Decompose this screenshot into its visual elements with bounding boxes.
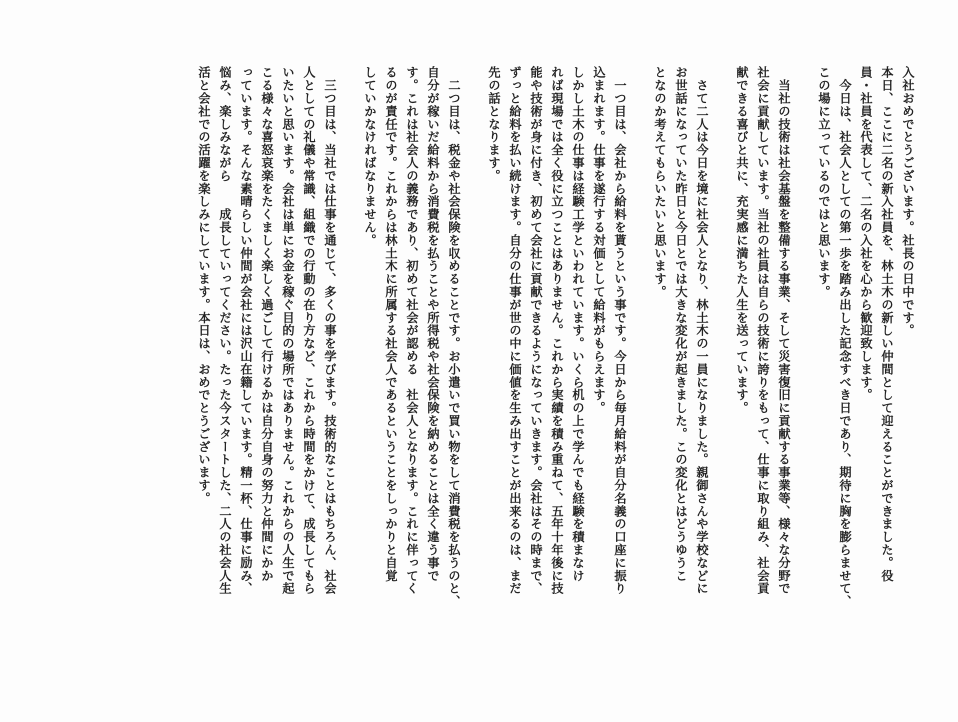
text-line: 込まれます。仕事を遂行する対価として給料がもらえます。 (592, 66, 606, 415)
text-line: しかし土木の仕事は経験工学といわれています。いくら机の上で学んでも経験を積まなけ (571, 66, 585, 582)
text-line: こる様々な喜怒哀楽をたくましく楽しく過ごして行けるかは自分自身の努力と仲間にかか (260, 66, 274, 582)
text-line: れば現場では全く役に立つことはありません。これから実績を積み重ねて、五年十年後に技 (550, 66, 564, 595)
text-line: 三つ目は、当社では仕事を通じて、多くの事を学びます。技術的なことはもちろん、社会 (323, 66, 337, 595)
text-line: 活と会社での活躍を楽しみにしています。本日は、おめでとうございます。 (197, 66, 211, 505)
text-line: 能や技術が身に付き、初めて会社に貢献できるようになっていきます。会社はその時まで、 (529, 66, 543, 595)
text-line: 献できる喜びと共に、充実感に満ちた人生を送っています。 (735, 66, 749, 415)
text-line: 先の話となります。 (487, 66, 501, 183)
text-line: す。これは社会人の義務であり、初めて社会が認める 社会人となります。これに伴ってく (405, 66, 419, 595)
paragraph-greeting (813, 66, 918, 626)
text-line: 自分が稼いだ給料から消費税を払うことや所得税や社会保険を納めることは全く違う事で (426, 66, 440, 582)
text-line: 入社おめでとうございます。社長の日中です。 (901, 66, 915, 337)
text-line: となのか考えてもらいたいと思います。 (653, 66, 667, 299)
paragraph-second-point (359, 66, 464, 626)
text-line: していかなければなりません。 (363, 66, 377, 247)
paragraph-third-point (193, 66, 340, 626)
text-line: るのが責任です。これからは林土木に所属する社会人であるということをしっかりと自覚 (384, 66, 398, 582)
speech-text (193, 66, 918, 626)
text-line: いたいと思います。会社は単にお金を稼ぐ目的の場所ではありません。これからの人生で起 (281, 66, 295, 595)
text-line: 今日は、社会人としての第一歩を踏み出した記念すべき日であり、期待に胸を膨らませて、 (838, 66, 852, 608)
paragraph-first-point (483, 66, 630, 626)
text-line: 当社の技術は社会基盤を整備する事業、そして災害復旧に貢献する事業等、様々な分野で (777, 66, 791, 595)
text-line: さて二人は今日を境に社会人となり、林土木の一員になりました。親御さんや学校などに (695, 66, 709, 595)
text-line: この場に立っているのではと思います。 (817, 66, 831, 299)
text-line: 本日、ここに二名の新入社員を、林土木の新しい仲間として迎えることができました。役 (880, 66, 894, 582)
text-line: お世話になっていた昨日と今日とでは大きな変化が起きました。この変化とはどうゆうこ (674, 66, 688, 582)
text-line: 人としての礼儀や常識、組織での行動の在り方など、これから時間をかけて、成長してもら (302, 66, 316, 595)
text-line: 社会に貢献しています。当社の社員は自らの技術に誇りをもって、仕事に取り組み、社会貢 (756, 66, 770, 595)
text-line: 二つ目は、税金や社会保険を収めることです。お小遣いで買い物をして消費税を払うのと、 (447, 66, 461, 608)
text-line: 悩み、楽しみながら 成長していってください。たった今スタートした、二人の社会人生 (218, 66, 232, 595)
paragraph-change (649, 66, 712, 626)
text-line: っています。そんな素晴らしい仲間が会社には沢山在籍しています。精一杯、仕事に励み、 (239, 66, 253, 595)
text-line: 一つ目は、会社から給料を貰うという事です。今日から毎月給料が自分名義の口座に振り (613, 66, 627, 595)
text-line: ずっと給料を払い続けます。自分の仕事が世の中に価値を生み出すことが出来るのは、まだ (508, 66, 522, 595)
text-line: 員・社員を代表して、二名の入社を心から歓迎致します。 (859, 66, 873, 402)
paragraph-company-technology (731, 66, 794, 626)
